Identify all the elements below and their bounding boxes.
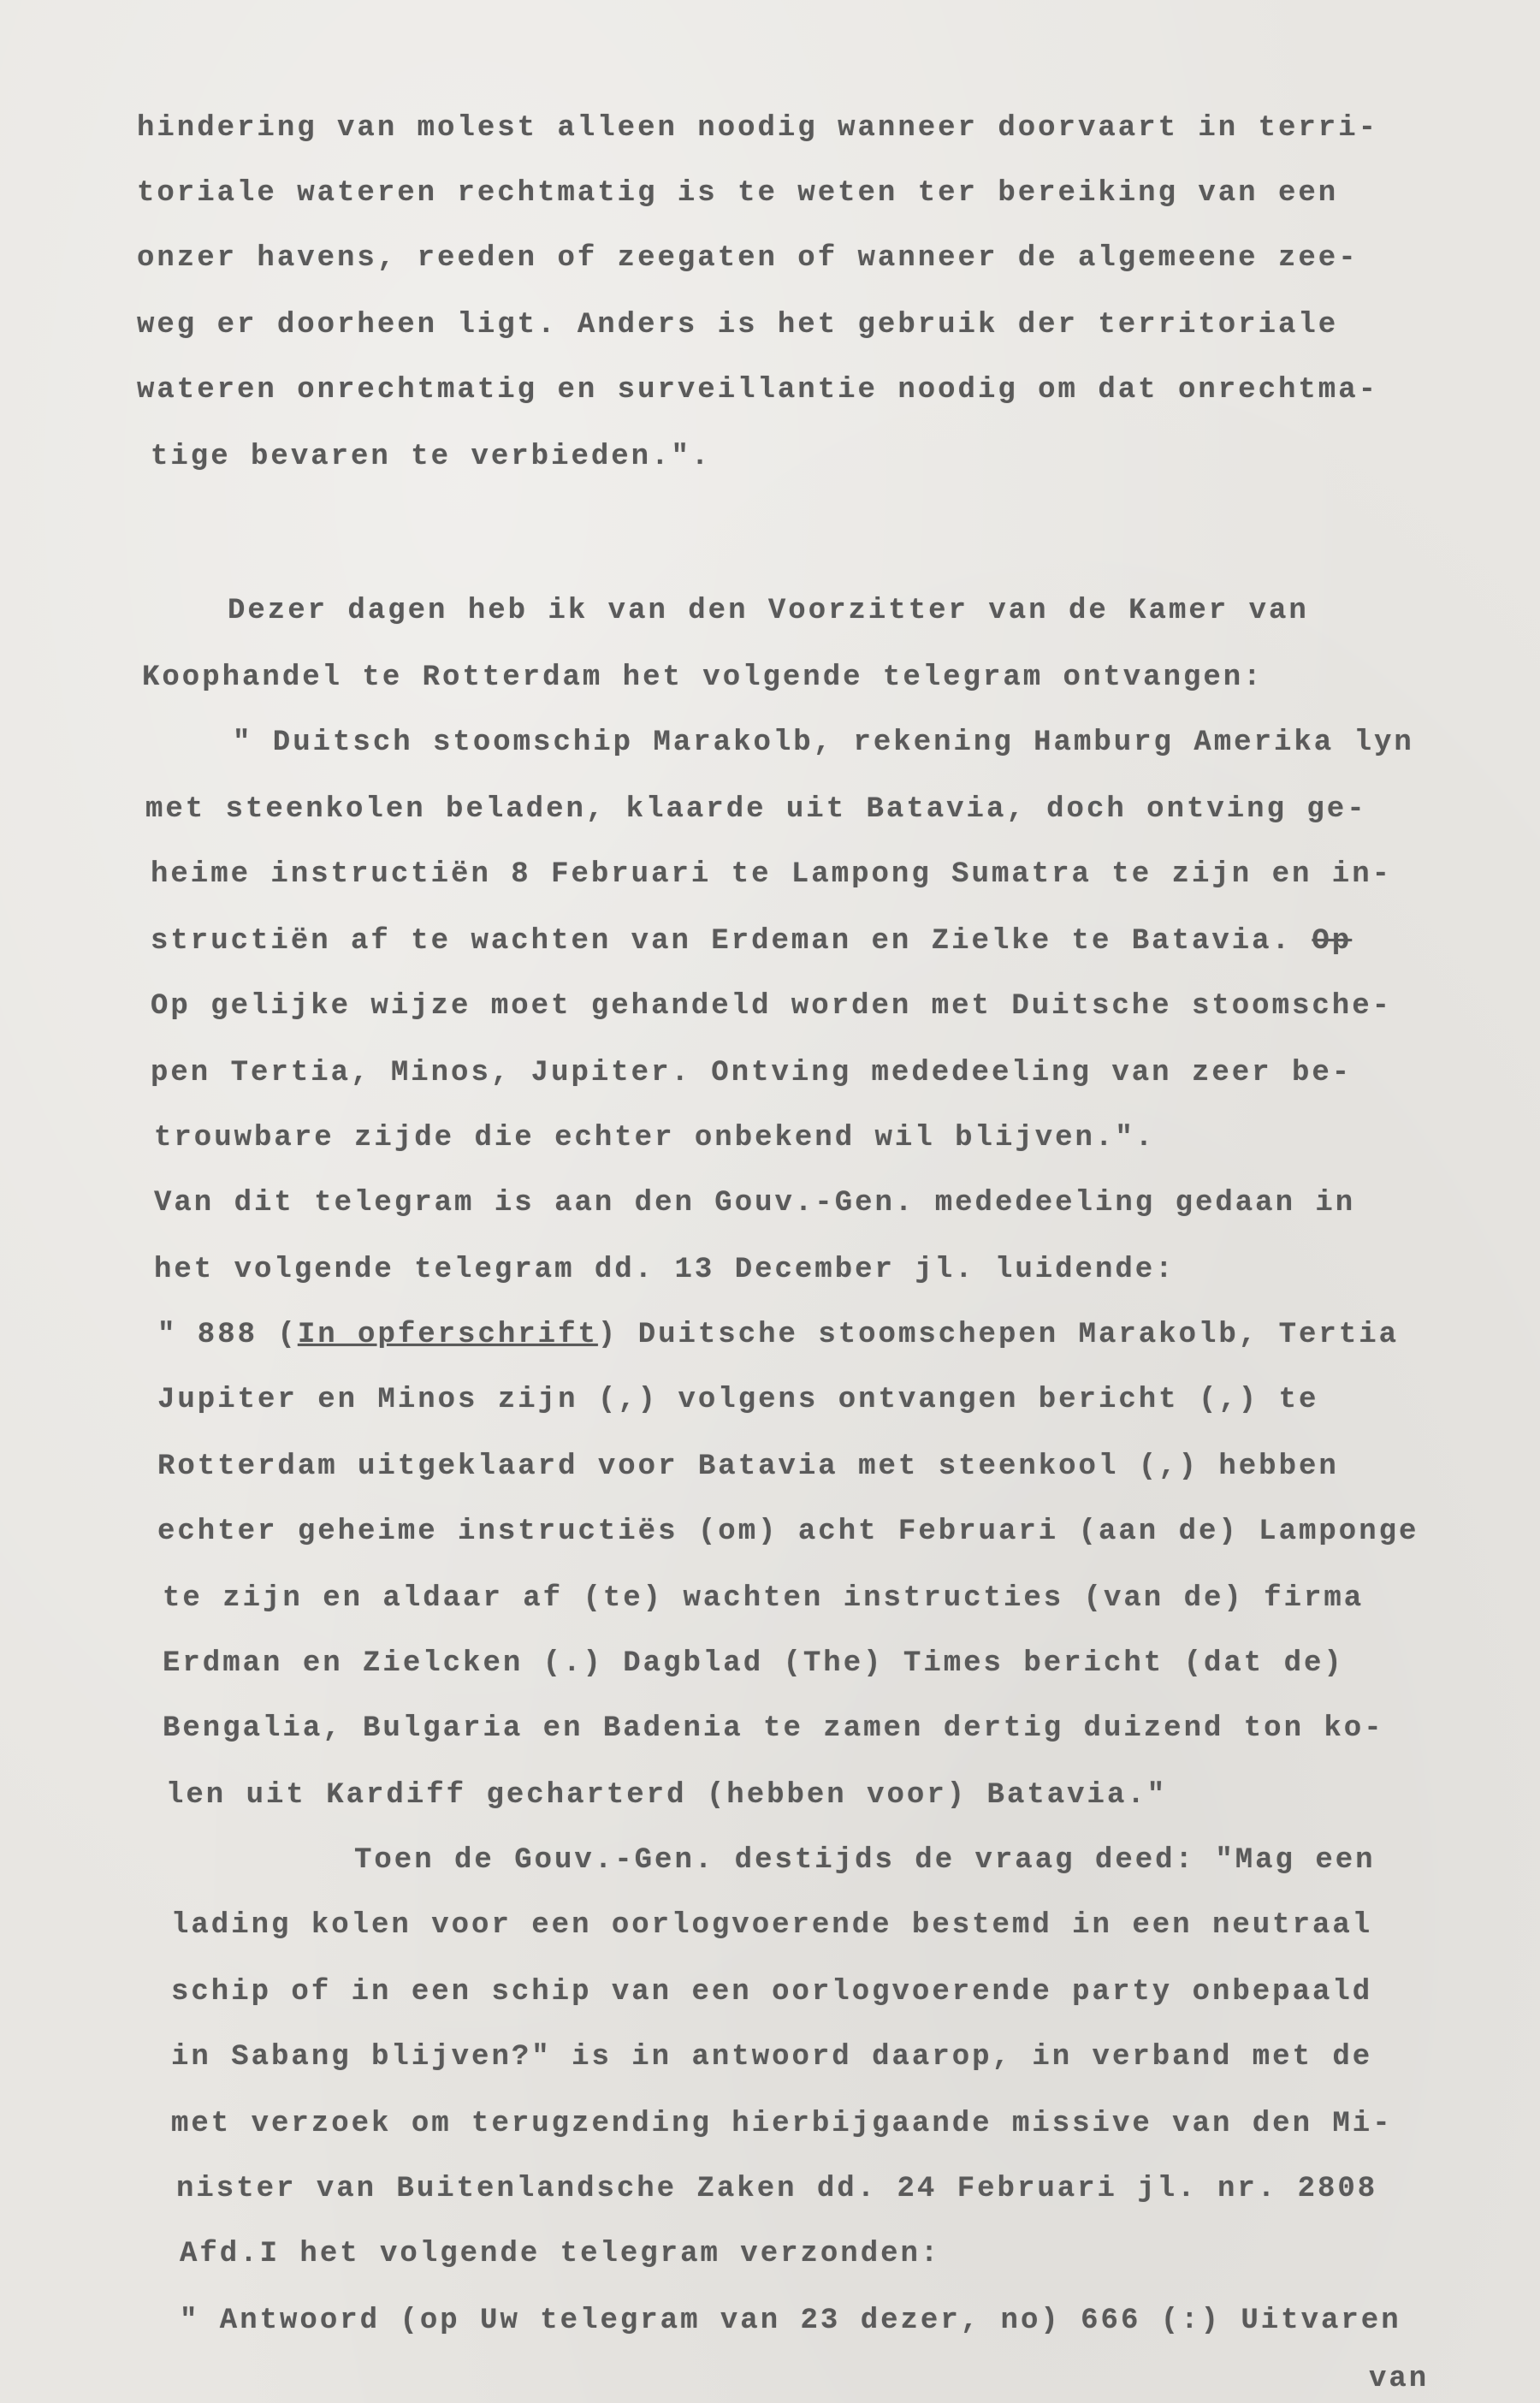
- text-line: trouwbare zijde die echter onbekend wil blijven.".: [154, 1122, 1156, 1154]
- text-line: met steenkolen beladen, klaarde uit Batavia, doch ontving ge-: [145, 793, 1367, 826]
- text-line: pen Tertia, Minos, Jupiter. Ontving mededeeling van zeer be-: [151, 1057, 1353, 1089]
- text-span: structiën af te wachten van Erdeman en Zielke te Batavia.: [151, 925, 1292, 958]
- text-line: [157, 1316, 1399, 1354]
- text-line: te zijn en aldaar af (te) wachten instructies (van de) firma: [163, 1582, 1365, 1615]
- text-line: echter geheime instructiës (om) acht Februari (aan de) Lamponge: [157, 1516, 1419, 1548]
- text-line: weg er doorheen ligt. Anders is het gebruik der territoriale: [137, 309, 1339, 341]
- text-line: nister van Buitenlandsche Zaken dd. 24 Februari jl. nr. 2808: [176, 2173, 1378, 2205]
- text-line: schip of in een schip van een oorlogvoerende party onbepaald: [171, 1976, 1373, 2008]
- text-line: in Sabang blijven?" is in antwoord daarop, in verband met de: [171, 2041, 1373, 2074]
- text-line: Van dit telegram is aan den Gouv.-Gen. mededeeling gedaan in: [154, 1187, 1356, 1219]
- text-line: het volgende telegram dd. 13 December jl. luidende:: [154, 1254, 1176, 1286]
- text-line: wateren onrechtmatig en surveillantie noodig om dat onrechtma-: [137, 374, 1379, 406]
- text-line: met verzoek om terugzending hierbijgaande missive van den Mi-: [171, 2108, 1393, 2140]
- text-line: Afd.I het volgende telegram verzonden:: [180, 2238, 941, 2270]
- text-span: " 888 (: [157, 1319, 298, 1351]
- text-line: len uit Kardiff gecharterd (hebben voor) Batavia.": [166, 1779, 1168, 1812]
- text-line: Jupiter en Minos zijn (,) volgens ontvangen bericht (,) te: [157, 1384, 1319, 1416]
- text-line: Op gelijke wijze moet gehandeld worden met Duitsche stoomsche-: [151, 990, 1393, 1023]
- text-line: Rotterdam uitgeklaard voor Batavia met steenkool (,) hebben: [157, 1451, 1339, 1483]
- text-line: lading kolen voor een oorlogvoerende bestemd in een neutraal: [171, 1909, 1373, 1942]
- text-line: Toen de Gouv.-Gen. destijds de vraag deed: "Mag een: [354, 1844, 1376, 1877]
- text-line: toriale wateren rechtmatig is te weten ter bereiking van een: [137, 177, 1339, 210]
- text-line: " Duitsch stoomschip Marakolb, rekening Hamburg Amerika lyn: [233, 727, 1414, 759]
- underlined-text: In opferschrift: [297, 1319, 598, 1351]
- text-line: Dezer dagen heb ik van den Voorzitter van de Kamer van: [228, 595, 1309, 627]
- text-line: onzer havens, reeden of zeegaten of wanneer de algemeene zee-: [137, 242, 1359, 275]
- text-line: Bengalia, Bulgaria en Badenia te zamen dertig duizend ton ko-: [163, 1712, 1384, 1745]
- text-line: [151, 923, 1352, 960]
- text-line: Koophandel te Rotterdam het volgende telegram ontvangen:: [142, 662, 1264, 694]
- struck-text: Op: [1312, 925, 1353, 958]
- text-line: heime instructiën 8 Februari te Lampong Sumatra te zijn en in-: [151, 858, 1393, 891]
- text-line: hindering van molest alleen noodig wanneer doorvaart in terri-: [137, 112, 1379, 145]
- text-line: " Antwoord (op Uw telegram van 23 dezer, no) 666 (:) Uitvaren: [180, 2305, 1401, 2337]
- text-line: Erdman en Zielcken (.) Dagblad (The) Times bericht (dat de): [163, 1647, 1344, 1680]
- catchword: van: [1369, 2363, 1430, 2395]
- text-span: ) Duitsche stoomschepen Marakolb, Tertia: [597, 1319, 1400, 1351]
- text-line: tige bevaren te verbieden.".: [151, 441, 712, 473]
